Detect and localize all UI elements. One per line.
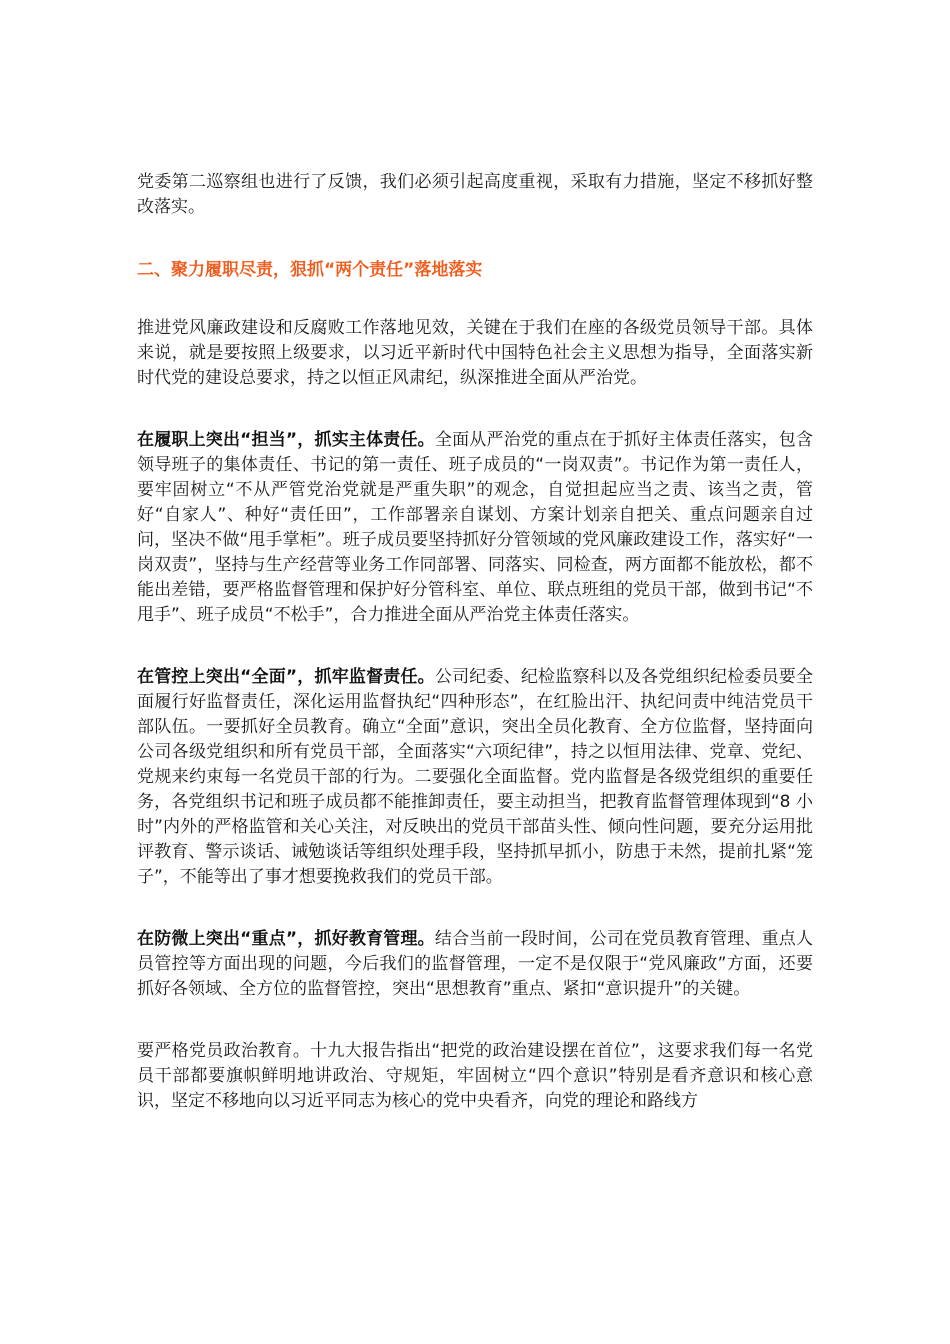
- section-heading: 二、聚力履职尽责，狠抓“两个责任”落地落实: [137, 260, 483, 280]
- paragraph-lead: 在履职上突出“担当”，抓实主体责任。: [137, 430, 435, 450]
- paragraph-continuation: 党委第二巡察组也进行了反馈，我们必须引起高度重视，采取有力措施，坚定不移抓好整改落实。: [137, 172, 813, 217]
- paragraph-supervision: [137, 665, 813, 890]
- paragraph-responsibility: [137, 428, 813, 628]
- paragraph-body: 结合当前一段时间，公司在党员教育管理、重点人员管控等方面出现的问题，今后我们的监督管理，一定不是仅限于“党风廉政”方面，还要抓好各领域、全方位的监督管控，突出“思想教育”重点、紧扣“意识提升”的关键。: [137, 929, 813, 999]
- paragraph-lead: 在防微上突出“重点”，抓好教育管理。: [137, 929, 435, 949]
- paragraph-education: [137, 927, 813, 1002]
- paragraph-political-education: 要严格党员政治教育。十九大报告指出“把党的政治建设摆在首位”，这要求我们每一名党员干部都要旗帜鲜明地讲政治、守规矩，牢固树立“四个意识”特别是看齐意识和核心意识，坚定不移地向以习近平同志为核心的党中央看齐，向党的理论和路线方: [137, 1041, 813, 1111]
- paragraph-intro: 推进党风廉政建设和反腐败工作落地见效，关键在于我们在座的各级党员领导干部。具体来说，就是要按照上级要求，以习近平新时代中国特色社会主义思想为指导，全面落实新时代党的建设总要求，持之以恒正风肃纪，纵深推进全面从严治党。: [137, 318, 813, 388]
- document-page: [137, 170, 813, 1151]
- paragraph-lead: 在管控上突出“全面”，抓牢监督责任。: [137, 667, 435, 687]
- paragraph-body: 公司纪委、纪检监察科以及各党组织纪检委员要全面履行好监督责任，深化运用监督执纪“四种形态”，在红脸出汗、执纪问责中纯洁党员干部队伍。一要抓好全员教育。确立“全面”意识，突出全员化教育、全方位监督，坚持面向公司各级党组织和所有党员干部，全面落实“六项纪律”，持之以恒用法律、党章、党纪、党规来约束每一名党员干部的行为。二要强化全面监督。党内监督是各级党组织的重要任务，各党组织书记和班子成员都不能推卸责任，要主动担当，把教育监督管理体现到“8 小时”内外的严格监管和关心关注，对反映出的党员干部苗头性、倾向性问题，要充分运用批评教育、警示谈话、诫勉谈话等组织处理手段，坚持抓早抓小，防患于未然，提前扎紧“笼子”，不能等出了事才想要挽救我们的党员干部。: [137, 667, 813, 887]
- paragraph-body: 全面从严治党的重点在于抓好主体责任落实，包含领导班子的集体责任、书记的第一责任、班子成员的“一岗双责”。书记作为第一责任人，要牢固树立“不从严管党治党就是严重失职”的观念，自觉担起应当之责、该当之责，管好“自家人”、种好“责任田”，工作部署亲自谋划、方案计划亲自把关、重点问题亲自过问，坚决不做“甩手掌柜”。班子成员要坚持抓好分管领域的党风廉政建设工作，落实好“一岗双责”，坚持与生产经营等业务工作同部署、同落实、同检查，两方面都不能放松，都不能出差错，要严格监督管理和保护好分管科室、单位、联点班组的党员干部，做到书记“不甩手”、班子成员“不松手”，合力推进全面从严治党主体责任落实。: [137, 430, 813, 625]
